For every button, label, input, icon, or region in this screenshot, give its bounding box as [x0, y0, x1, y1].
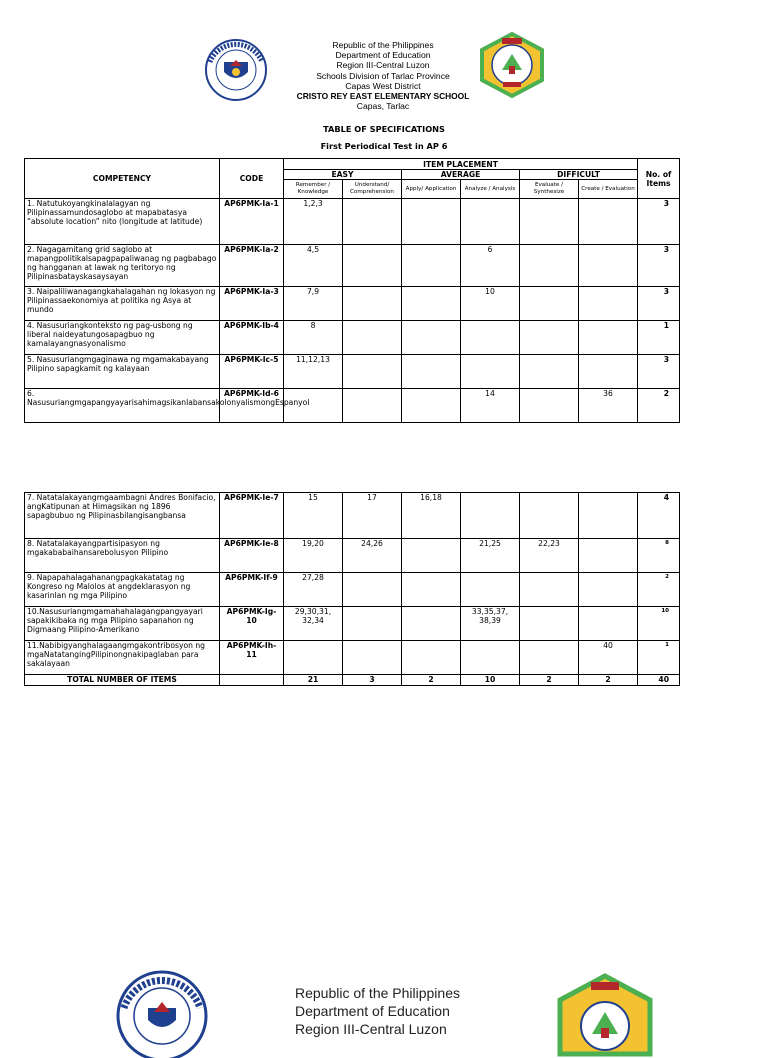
- total-level-cell: 3: [343, 675, 402, 686]
- letterhead: [270, 40, 496, 111]
- total-level-cell: 2: [579, 675, 638, 686]
- item-cell: [402, 245, 461, 287]
- item-count-cell: 1: [638, 321, 680, 355]
- item-cell: [402, 389, 461, 423]
- item-cell: 24,26: [343, 539, 402, 573]
- header-line: Department of Education: [335, 50, 431, 61]
- competency-cell: 11.Nabibigyanghalagaangmgakontribosyon ng mgaNatatangingPilipinongnakipaglaban para sakalayaan: [25, 641, 220, 675]
- level-header: Remember / Knowledge: [284, 180, 343, 199]
- item-placement-header: ITEM PLACEMENT: [284, 159, 638, 170]
- item-cell: [461, 573, 520, 607]
- item-count-cell: 3: [638, 199, 680, 245]
- header-line: Region III-Central Luzon: [336, 60, 430, 71]
- level-header: Evaluate / Synthesize: [520, 180, 579, 199]
- table-row: [25, 199, 680, 245]
- item-cell: 8: [284, 321, 343, 355]
- item-count-cell: 2: [638, 573, 680, 607]
- item-cell: [343, 573, 402, 607]
- school-town: Capas, Tarlac: [356, 101, 410, 112]
- deped-seal-icon: [200, 38, 272, 102]
- item-cell: [579, 287, 638, 321]
- deped-seal-icon: [114, 968, 210, 1058]
- item-cell: 6: [461, 245, 520, 287]
- competency-cell: 3. Naipaliliwanagangkahalagahan ng lokasyon ng Pilipinassaekonomiya at politika ng Asya at mundo: [25, 287, 220, 321]
- item-cell: [520, 389, 579, 423]
- code-cell: AP6PMK-Ih-11: [220, 641, 284, 675]
- item-cell: [402, 321, 461, 355]
- total-level-cell: 21: [284, 675, 343, 686]
- code-cell: AP6PMK-Ie-8: [220, 539, 284, 573]
- total-level-cell: 10: [461, 675, 520, 686]
- item-cell: [520, 493, 579, 539]
- table-row: [25, 641, 680, 675]
- item-cell: 19,20: [284, 539, 343, 573]
- item-cell: 40: [579, 641, 638, 675]
- item-cell: [343, 321, 402, 355]
- item-cell: [461, 321, 520, 355]
- grand-total-cell: 40: [638, 675, 680, 686]
- item-cell: 29,30,31, 32,34: [284, 607, 343, 641]
- code-cell: AP6PMK-Ie-7: [220, 493, 284, 539]
- table-row: [25, 539, 680, 573]
- item-cell: 1,2,3: [284, 199, 343, 245]
- item-cell: [402, 539, 461, 573]
- item-cell: [284, 641, 343, 675]
- item-cell: 4,5: [284, 245, 343, 287]
- header-line: Capas West District: [345, 80, 421, 91]
- item-cell: [520, 607, 579, 641]
- code-cell: AP6PMK-Ic-5: [220, 355, 284, 389]
- item-cell: 21,25: [461, 539, 520, 573]
- item-cell: 22,23: [520, 539, 579, 573]
- item-cell: [520, 199, 579, 245]
- item-count-cell: 1: [638, 641, 680, 675]
- item-cell: [343, 607, 402, 641]
- competency-cell: 5. Nasusuriangmgaginawa ng mgamakabayang Pilipino sapagkamit ng kalayaan: [25, 355, 220, 389]
- item-cell: [402, 641, 461, 675]
- table-row: [25, 287, 680, 321]
- code-cell: AP6PMK-Ia-3: [220, 287, 284, 321]
- item-cell: [579, 245, 638, 287]
- code-cell: AP6PMK-Ia-2: [220, 245, 284, 287]
- code-cell: AP6PMK-If-9: [220, 573, 284, 607]
- item-cell: [402, 607, 461, 641]
- item-cell: [461, 355, 520, 389]
- letterhead-next-page: [295, 984, 515, 1038]
- item-count-cell: 4: [638, 493, 680, 539]
- total-label: TOTAL NUMBER OF ITEMS: [25, 675, 220, 686]
- item-cell: 10: [461, 287, 520, 321]
- table-row: [25, 389, 680, 423]
- specification-table-top: [24, 158, 680, 423]
- header-line: Department of Education: [295, 1003, 450, 1019]
- item-cell: 15: [284, 493, 343, 539]
- table-row: [25, 607, 680, 641]
- specification-table-bottom: [24, 492, 680, 686]
- competency-cell: 1. Natutukoyangkinalalagyan ng Pilipinassamundosaglobo at mapabatasya “absolute location” nito (longitude at latitude): [25, 199, 220, 245]
- item-count-cell: 10: [638, 607, 680, 641]
- item-cell: [343, 199, 402, 245]
- total-code-cell: [220, 675, 284, 686]
- level-header: Analyze / Analysis: [461, 180, 520, 199]
- table-row: [25, 355, 680, 389]
- item-cell: [520, 321, 579, 355]
- item-cell: [579, 607, 638, 641]
- level-header: Create / Evaluation: [579, 180, 638, 199]
- competency-cell: 6. NasusuriangmgapangyayarisahimagsikanlabansakolonyalismongEspanyol: [25, 389, 220, 423]
- document-title: TABLE OF SPECIFICATIONS: [323, 124, 445, 134]
- competency-header: COMPETENCY: [25, 159, 220, 199]
- item-cell: [402, 573, 461, 607]
- table-row: [25, 573, 680, 607]
- item-cell: [520, 355, 579, 389]
- item-cell: [579, 321, 638, 355]
- item-cell: [402, 199, 461, 245]
- item-cell: [343, 287, 402, 321]
- item-cell: [579, 199, 638, 245]
- table-row: [25, 321, 680, 355]
- competency-cell: 9. Napapahalagahanangpagkakatatag ng Kongreso ng Malolos at angdeklarasyon ng kasarinlan ng mga Pilipino: [25, 573, 220, 607]
- item-count-cell: 2: [638, 389, 680, 423]
- item-cell: [343, 245, 402, 287]
- competency-cell: 7. Natatalakayangmgaambagni Andres Bonifacio, angKatipunan at Himagsikan ng 1896 sapagbubuo ng Pilipinasbilangisangbansa: [25, 493, 220, 539]
- item-cell: [402, 287, 461, 321]
- code-cell: AP6PMK-Ia-1: [220, 199, 284, 245]
- item-cell: [579, 493, 638, 539]
- item-cell: [520, 287, 579, 321]
- easy-header: EASY: [284, 170, 402, 180]
- no-items-header: No. of Items: [638, 159, 680, 199]
- item-cell: 14: [461, 389, 520, 423]
- school-name: CRISTO REY EAST ELEMENTARY SCHOOL: [296, 91, 470, 102]
- item-cell: [520, 245, 579, 287]
- school-seal-icon: [556, 974, 654, 1054]
- item-cell: 11,12,13: [284, 355, 343, 389]
- code-cell: AP6PMK-Id-6: [220, 389, 284, 423]
- header-line: Republic of the Philippines: [332, 40, 434, 50]
- competency-cell: 10.Nasusuriangmgamahahalagangpangyayari sapakikibaka ng mga Pilipino sapanahon ng Digmaang Pilipino-Amerikano: [25, 607, 220, 641]
- school-seal-icon: [476, 32, 548, 98]
- item-cell: [343, 389, 402, 423]
- item-cell: [579, 539, 638, 573]
- document-subtitle: First Periodical Test in AP 6: [320, 141, 448, 151]
- item-cell: [461, 199, 520, 245]
- item-cell: [343, 641, 402, 675]
- table-body: [25, 199, 680, 423]
- header-line: Republic of the Philippines: [295, 985, 460, 1001]
- item-cell: 7,9: [284, 287, 343, 321]
- level-header: Understand/ Comprehension: [343, 180, 402, 199]
- item-cell: [461, 493, 520, 539]
- item-count-cell: 3: [638, 287, 680, 321]
- item-cell: [520, 641, 579, 675]
- total-level-cell: 2: [520, 675, 579, 686]
- item-cell: 27,28: [284, 573, 343, 607]
- competency-cell: 4. Nasusuriangkonteksto ng pag-usbong ng liberal naideyatungosapagbuo ng kamalayangnasyonalismo: [25, 321, 220, 355]
- competency-cell: 2. Nagagamitang grid saglobo at mapangpolitikalsapagpapaliwanag ng pagbabago ng hangganan at lawak ng teritoryo ng Pilipinasbatayskasaysayan: [25, 245, 220, 287]
- item-cell: 16,18: [402, 493, 461, 539]
- item-cell: 17: [343, 493, 402, 539]
- item-cell: [520, 573, 579, 607]
- code-header: CODE: [220, 159, 284, 199]
- item-cell: [579, 573, 638, 607]
- table-row: [25, 493, 680, 539]
- competency-cell: 8. Natatalakayangpartisipasyon ng mgakababaihansarebolusyon Pilipino: [25, 539, 220, 573]
- code-cell: AP6PMK-Ib-4: [220, 321, 284, 355]
- level-header: Apply/ Application: [402, 180, 461, 199]
- table-row: [25, 245, 680, 287]
- difficult-header: DIFFICULT: [520, 170, 638, 180]
- header-line: Region III-Central Luzon: [295, 1021, 447, 1037]
- table-body: [25, 493, 680, 686]
- item-cell: 36: [579, 389, 638, 423]
- item-cell: [402, 355, 461, 389]
- total-level-cell: 2: [402, 675, 461, 686]
- item-count-cell: 8: [638, 539, 680, 573]
- item-count-cell: 3: [638, 245, 680, 287]
- item-cell: 33,35,37, 38,39: [461, 607, 520, 641]
- code-cell: AP6PMK-Ig-10: [220, 607, 284, 641]
- item-cell: [579, 355, 638, 389]
- item-count-cell: 3: [638, 355, 680, 389]
- item-cell: [343, 355, 402, 389]
- total-row: [25, 675, 680, 686]
- average-header: AVERAGE: [402, 170, 520, 180]
- header-line: Schools Division of Tarlac Province: [316, 70, 450, 81]
- item-cell: [461, 641, 520, 675]
